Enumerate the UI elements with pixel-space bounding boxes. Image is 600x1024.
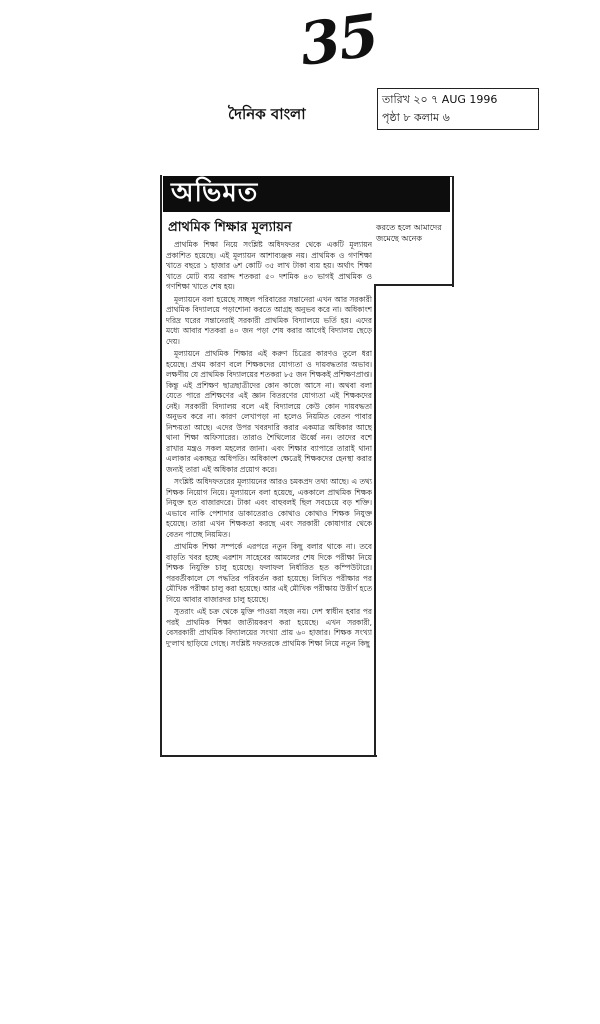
- article-paragraph: প্রাথমিক শিক্ষা নিয়ে সংশ্লিষ্ট অধিদফতর থেকে একটি মূল্যায়ন প্রকাশিত হয়েছে। এই মূল্যায়ন আশাব্যঞ্জক নয়। প্রাথমিক ও গণশিক্ষা খাতে বছরে ১ হাজার ৬শ কোটি ৩৫ লাখ টাকা ব্যয় হয়। অর্থাৎ শিক্ষা খাতে মোট ব্যয় বরাদ্দ শতকরা ৫০ দশমিক ৪৩ ভাগই প্রাথমিক ও গণশিক্ষা খাতে শেষ হয়।: [166, 240, 372, 291]
- article-paragraph: সুতরাং এই চক্র থেকে মুক্তি পাওয়া সহজ নয়। দেশ স্বাধীন হবার পর পরই প্রাথমিক শিক্ষা জাতীয়করণ করা হয়েছে। এখন সরকারী, বেসরকারী প্রাথমিক বিদ্যালয়ের সংখ্যা প্রায় ৬০ হাজার। শিক্ষক সংখ্যা দু'লাখ ছাড়িয়ে গেছে। সংশ্লিষ্ট দফতরকে প্রাথমিক শিক্ষা নিয়ে নতুন কিছু: [166, 607, 372, 648]
- clipping-border-step: [374, 284, 452, 286]
- article-paragraph: প্রাথমিক শিক্ষা সম্পর্কে এরপরে নতুন কিছু বলার থাকে না। তবে বাড়তি খবর হচ্ছে এরশাদ সাহেবের আমলের শেষ দিকে পরীক্ষা নিয়ে শিক্ষক নিযুক্তি চালু হয়েছে। ফলাফল নির্ধারিত হত কম্পিউটারে। পরবর্তীকালে সে পদ্ধতির পরিবর্তন করা হয়েছে। লিখিত পরীক্ষার পর মৌখিক পরীক্ষা চালু করা হয়েছে। আর এই মৌখিক পরীক্ষায় উত্তীর্ণ হতে গিয়ে আবার বাজারদর চালু হয়েছে।: [166, 542, 372, 604]
- date-stamp-date: তারিখ ২০ ৭ AUG 1996: [382, 93, 498, 106]
- handwritten-page-number: 35: [295, 0, 382, 80]
- newspaper-name: দৈনিক বাংলা: [228, 105, 306, 123]
- adjacent-column-snippet: করতে হলে আমাদের জমেছে অনেক: [376, 223, 442, 243]
- column-banner: অভিমত: [163, 176, 450, 212]
- article-body: [166, 240, 372, 750]
- article-paragraph: মূল্যায়নে বলা হয়েছে সচ্ছল পরিবারের সন্তানেরা এখন আর সরকারী প্রাথমিক বিদ্যালয়ে পড়াশোনা করতে আগ্রহ অনুভব করে না। অধিকাংশ দরিদ্র ঘরের সন্তানেরাই সরকারী প্রাথমিক বিদ্যালয়ে ভর্তি হয়। এদের মধ্যে আবার শতকরা ৪০ জন পড়া শেষ করার আগেই বিদ্যালয় ছেড়ে দেয়।: [166, 294, 372, 346]
- date-stamp: [377, 88, 539, 130]
- article-paragraph: সংশ্লিষ্ট অধিদফতরের মূল্যায়নের আরও চমকপ্রদ তথ্য আছে। এ তথ্য শিক্ষক নিয়োগ নিয়ে। মূল্যায়নে বলা হয়েছে, এককালে প্রাথমিক শিক্ষক নিযুক্ত হত বাজারদরে। টাকা এবং বাহুবলই ছিল সবচেয়ে বড় শক্তি। এভাবে নাকি পেশাদার ডাকাতেরাও কোথাও কোথাও শিক্ষক নিযুক্ত হয়েছে। তারা এখন শিক্ষকতা করছে এবং সরকারী কোষাগার থেকে বেতন পাচ্ছে নিয়মিত।: [166, 477, 372, 539]
- article-headline: প্রাথমিক শিক্ষার মূল্যায়ন: [168, 220, 292, 235]
- date-stamp-page: পৃষ্ঠা ৮ কলাম ৬: [382, 111, 450, 124]
- clipping-border-right: [374, 284, 376, 755]
- article-paragraph: মূল্যায়নে প্রাথমিক শিক্ষার এই করুণ চিত্রের কারণও তুলে ধরা হয়েছে। প্রথম কারণ বলে শিক্ষকদের যোগ্যতা ও দায়বদ্ধতার অভাব। লক্ষণীয় যে প্রাথমিক বিদ্যালয়ের শতকরা ৮৫ জন শিক্ষকই প্রশিক্ষণপ্রাপ্ত। কিন্তু এই প্রশিক্ষণ ছাত্রছাত্রীদের কোন কাজে আসে না। অথবা বলা যেতে পারে প্রশিক্ষণের এই জ্ঞান বিতরণের যোগ্যতা এই শিক্ষকদের নেই। সরকারী বিদ্যালয় বলে এই বিদ্যালয়ে কেউ কোন দায়বদ্ধতা অনুভব করে না। কারণ লেখাপড়া না হলেও নিয়মিত বেতন পাবার নিশ্চয়তা আছে। এদের উপর খবরদারি করার একমাত্র অধিকার আছে থানা শিক্ষা অফিসারের। তারাও শৈথিল্যের ঊর্ধ্বে নন। তাদের বশে রাখার মন্ত্রও সকল মহলের জানা। এবং শিক্ষার ব্যাপারে তারাই থানা এলাকার একচ্ছত্র অধিপতি। অধিকাংশ ক্ষেত্রেই শিক্ষকদের হেনস্থা করার জন্যই তারা এই অধিকার প্রয়োগ করে।: [166, 349, 372, 474]
